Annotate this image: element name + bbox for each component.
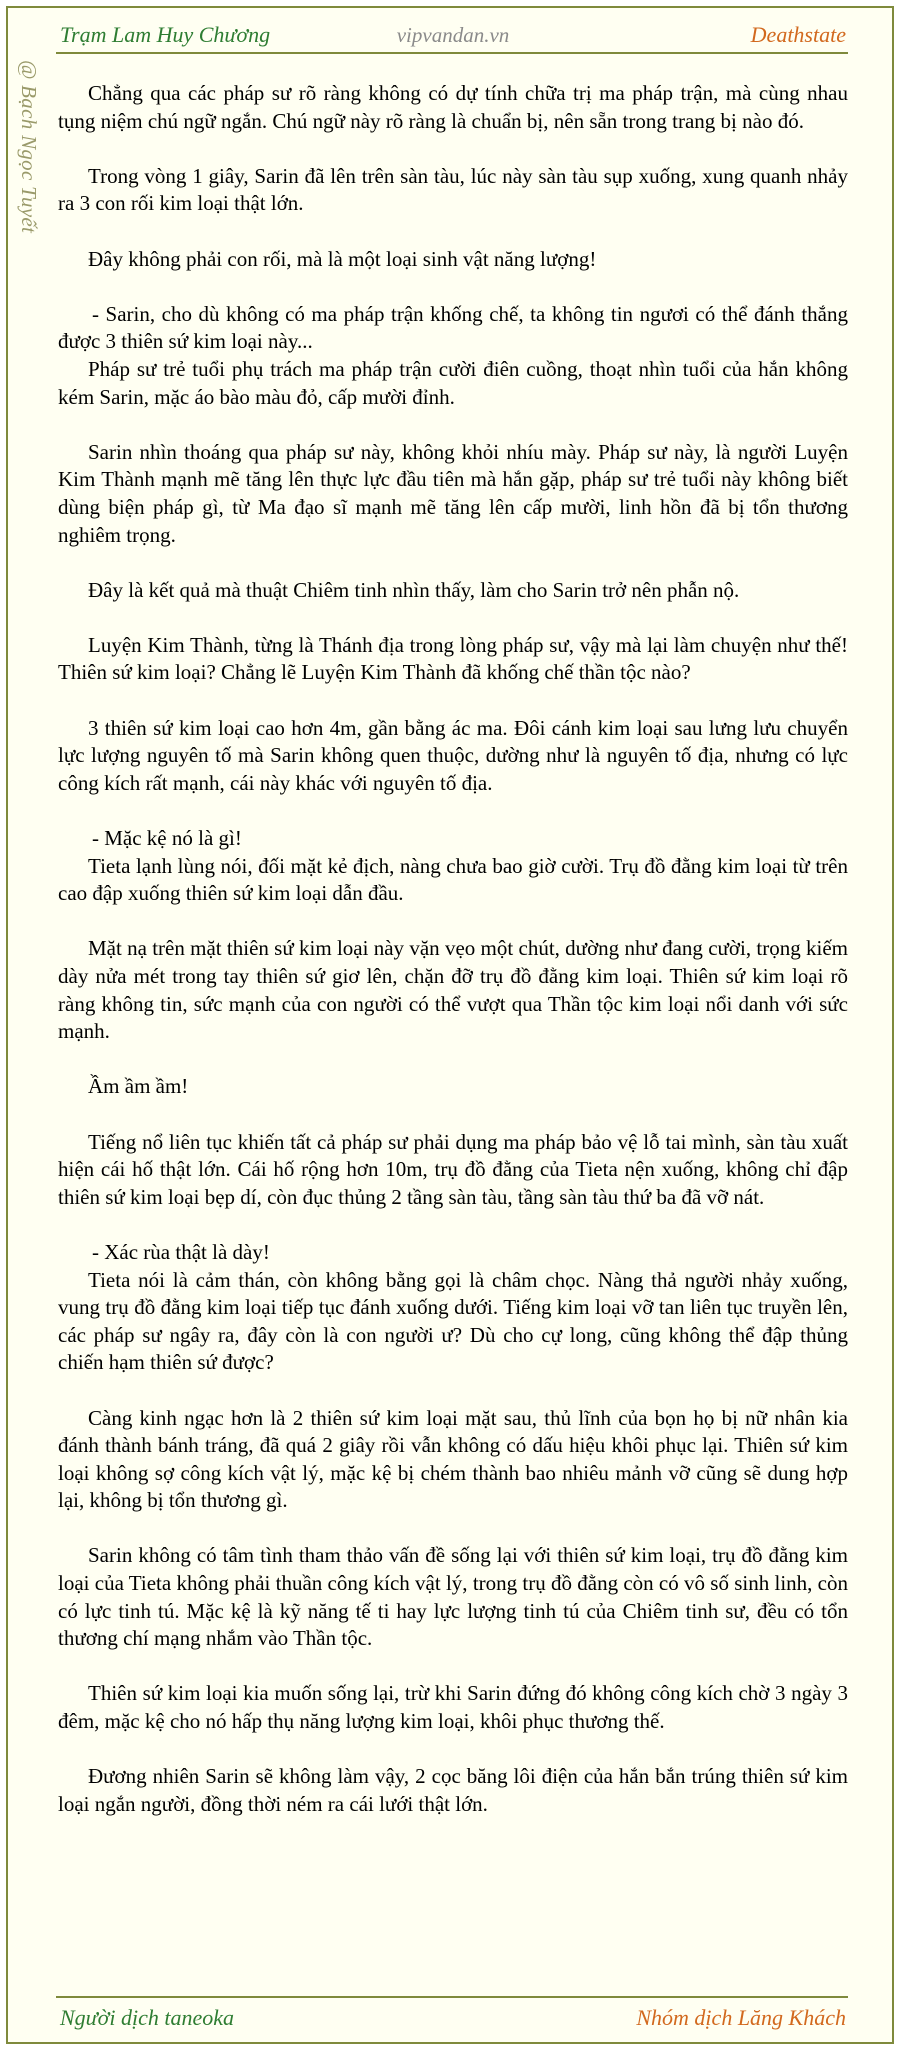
header-right-title: Deathstate	[750, 22, 846, 47]
dialogue-line: - Xác rùa thật là dày!	[92, 1239, 270, 1264]
paragraph: Tieta nói là cảm thán, còn không bằng gọi là châm chọc. Nàng thả người nhảy xuống, vung trụ đồ đằng kim loại tiếp tục đánh xuống dưới. Tiếng kim loại vỡ tan liên tục truyền lên, các pháp sư ngây ra, đây còn là con người ư? Dù cho cự long, cũng không thể đập thủng chiến hạm thiên sứ được?	[58, 1267, 848, 1375]
document-page	[6, 6, 894, 2044]
footer-group: Nhóm dịch Lăng Khách	[636, 2005, 846, 2030]
document-body	[58, 80, 848, 1846]
paragraph: Càng kinh ngạc hơn là 2 thiên sứ kim loại mặt sau, thủ lĩnh của bọn họ bị nữ nhân kia đánh thành bánh tráng, đã quá 2 giây rồi vẫn không có dấu hiệu khôi phục lại. Thiên sứ kim loại không sợ công kích vật lý, mặc kệ bị chém thành bao nhiêu mảnh vỡ cũng sẽ dung hợp lại, không bị tổn thương gì.	[58, 1405, 848, 1513]
paragraph: Ầm ầm ầm!	[88, 1074, 189, 1099]
paragraph: Trong vòng 1 giây, Sarin đã lên trên sàn tàu, lúc này sàn tàu sụp xuống, xung quanh nhảy ra 3 con rối kim loại thật lớn.	[58, 163, 848, 216]
paragraph: Đây là kết quả mà thuật Chiêm tinh nhìn thấy, làm cho Sarin trở nên phẫn nộ.	[88, 577, 740, 602]
dialogue-line: - Mặc kệ nó là gì!	[92, 826, 242, 851]
paragraph: Mặt nạ trên mặt thiên sứ kim loại này vặn vẹo một chút, dường như đang cười, trọng kiếm dày nửa mét trong tay thiên sứ giơ lên, chặn đỡ trụ đồ đằng kim loại. Thiên sứ kim loại rõ ràng không tin, sức mạnh của con người có thể vượt qua Thần tộc kim loại nổi danh với sức mạnh.	[58, 936, 848, 1044]
dialogue-line: - Sarin, cho dù không có ma pháp trận khống chế, ta không tin ngươi có thể đánh thắng được 3 thiên sứ kim loại này...	[58, 301, 848, 354]
header-site-name: vipvandan.vn	[396, 22, 510, 47]
footer-translator: Người dịch taneoka	[60, 2005, 235, 2030]
header-divider	[56, 52, 848, 54]
paragraph: Luyện Kim Thành, từng là Thánh địa trong lòng pháp sư, vậy mà lại làm chuyện như thế! Thiên sứ kim loại? Chẳng lẽ Luyện Kim Thành đã khống chế thần tộc nào?	[58, 632, 848, 685]
paragraph: Tiếng nổ liên tục khiến tất cả pháp sư phải dụng ma pháp bảo vệ lỗ tai mình, sàn tàu xuất hiện cái hố thật lớn. Cái hố rộng hơn 10m, trụ đồ đằng của Tieta nện xuống, không chỉ đập thiên sứ kim loại bẹp dí, còn đục thủng 2 tầng sàn tàu, tầng sàn tàu thứ ba đã vỡ nát.	[58, 1129, 848, 1209]
paragraph: Đây không phải con rối, mà là một loại sinh vật năng lượng!	[88, 246, 597, 271]
paragraph: Sarin nhìn thoáng qua pháp sư này, không khỏi nhíu mày. Pháp sư này, là người Luyện Kim Thành mạnh mẽ tăng lên thực lực đầu tiên mà hắn gặp, pháp sư trẻ tuổi này không biết dùng biện pháp gì, từ Ma đạo sĩ mạnh mẽ tăng lên cấp mười, linh hồn đã bị tổn thương nghiêm trọng.	[58, 439, 848, 547]
header-left-title: Trạm Lam Huy Chương	[60, 22, 271, 47]
paragraph: Tieta lạnh lùng nói, đối mặt kẻ địch, nàng chưa bao giờ cười. Trụ đồ đằng kim loại từ trên cao đập xuống thiên sứ kim loại dẫn đầu.	[58, 853, 848, 906]
footer-divider	[56, 1996, 848, 1998]
page-footer	[60, 2002, 846, 2034]
side-credit: @ Bạch Ngọc Tuyết	[17, 60, 41, 234]
paragraph: Pháp sư trẻ tuổi phụ trách ma pháp trận cười điên cuồng, thoạt nhìn tuổi của hắn không kém Sarin, mặc áo bào màu đỏ, cấp mười đỉnh.	[58, 356, 848, 409]
paragraph: Thiên sứ kim loại kia muốn sống lại, trừ khi Sarin đứng đó không công kích chờ 3 ngày 3 đêm, mặc kệ cho nó hấp thụ năng lượng kim loại, khôi phục thương thế.	[58, 1681, 848, 1734]
paragraph: Chẳng qua các pháp sư rõ ràng không có dự tính chữa trị ma pháp trận, mà cùng nhau tụng niệm chú ngữ ngắn. Chú ngữ này rõ ràng là chuẩn bị, nên sẵn trong trang bị nào đó.	[58, 81, 848, 133]
page-header	[60, 18, 846, 52]
paragraph: Sarin không có tâm tình tham thảo vấn đề sống lại với thiên sứ kim loại, trụ đồ đằng kim loại của Tieta không phải thuần công kích vật lý, trong trụ đồ đằng còn có vô số sinh linh, còn có lực tinh tú. Mặc kệ là kỹ năng tế ti hay lực lượng tinh tú của Chiêm tinh sư, đều có tổn thương chí mạng nhắm vào Thần tộc.	[58, 1543, 848, 1651]
paragraph: 3 thiên sứ kim loại cao hơn 4m, gần bằng ác ma. Đôi cánh kim loại sau lưng lưu chuyển lực lượng nguyên tố mà Sarin không quen thuộc, dường như là nguyên tố địa, nhưng có lực công kích rất mạnh, cái này khác với nguyên tố địa.	[58, 715, 848, 795]
paragraph: Đương nhiên Sarin sẽ không làm vậy, 2 cọc băng lôi điện của hắn bắn trúng thiên sứ kim loại ngắn người, đồng thời ném ra cái lưới thật lớn.	[58, 1764, 848, 1816]
